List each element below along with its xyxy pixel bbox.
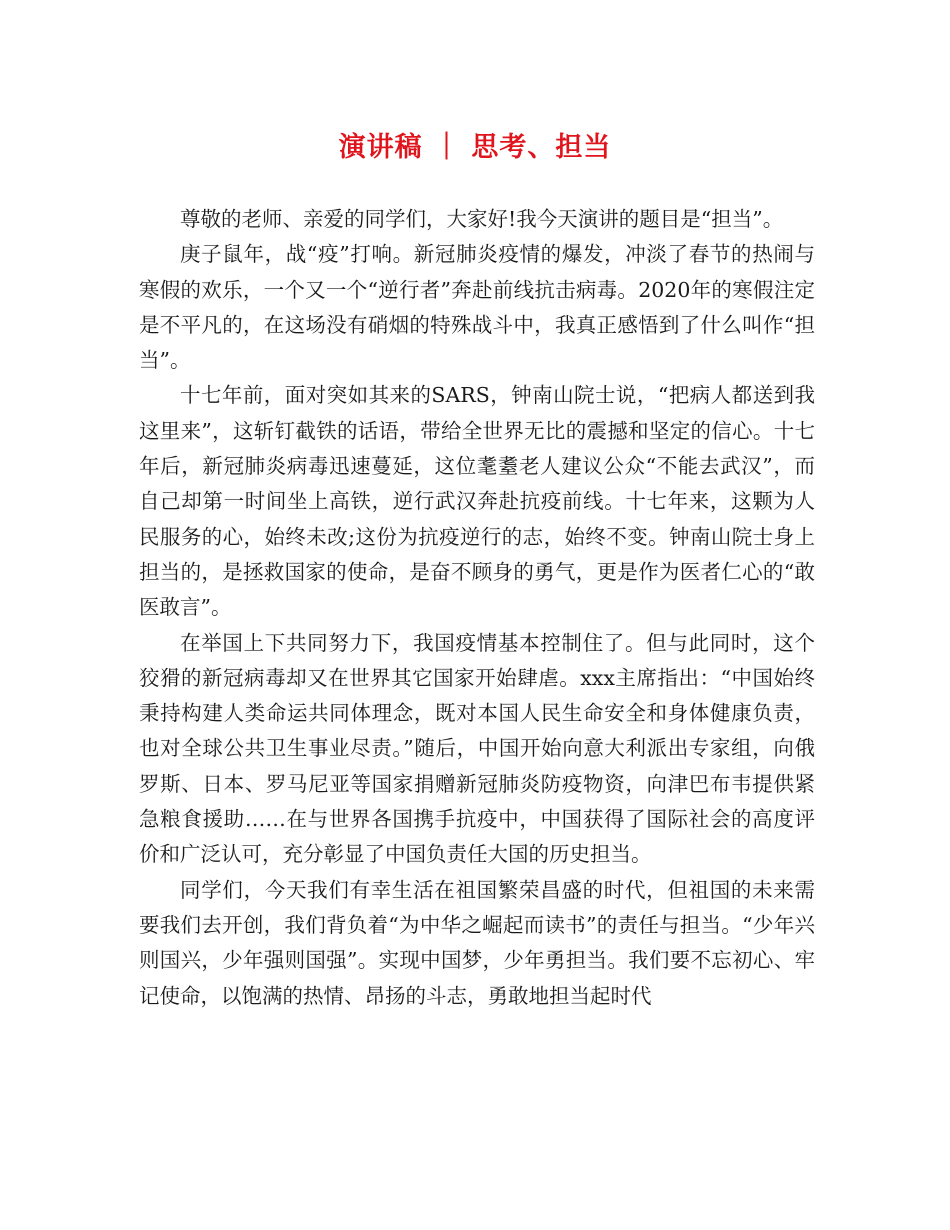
paragraph-zhong-nanshan: 十七年前，面对突如其来的SARS，钟南山院士说，“把病人都送到我这里来”，这斩钉截铁的话语，带给全世界无比的震撼和坚定的信心。十七年后，新冠肺炎病毒迅速蔓延，这位耄耋老人建议公众“不能去武汉”，而自己却第一时间坐上高铁，逆行武汉奔赴抗疫前线。十七年来，这颗为人民服务的心，始终未改;这份为抗疫逆行的志，始终不变。钟南山院士身上担当的，是拯救国家的使命，是奋不顾身的勇气，更是作为医者仁心的“敢医敢言”。 (139, 383, 815, 620)
paragraph-pandemic-outbreak: 庚子鼠年，战“疫”打响。新冠肺炎疫情的爆发，冲淡了春节的热闹与寒假的欢乐，一个又一个“逆行者”奔赴前线抗击病毒。2020年的寒假注定是不平凡的，在这场没有硝烟的特殊战斗中，我真正感悟到了什么叫作“担当”。 (139, 242, 815, 373)
paragraph-greeting: 尊敬的老师、亲爱的同学们，大家好!我今天演讲的题目是“担当”。 (180, 207, 784, 231)
page-title: 演讲稿 ｜ 思考、担当 (338, 132, 612, 163)
paragraph-global-aid: 在举国上下共同努力下，我国疫情基本控制住了。但与此同时，这个狡猾的新冠病毒却又在世界其它国家开始肆虐。xxx主席指出：“中国始终秉持构建人类命运共同体理念，既对本国人民生命安全和身体健康负责，也对全球公共卫生事业尽责。”随后，中国开始向意大利派出专家组，向俄罗斯、日本、罗马尼亚等国家捐赠新冠肺炎防疫物资，向津巴布韦提供紧急粮食援助……在与世界各国携手抗疫中，中国获得了国际社会的高度评价和广泛认可，充分彰显了中国负责任大国的历史担当。 (139, 630, 815, 867)
speech-body (139, 202, 815, 1014)
paragraph-call-to-students: 同学们，今天我们有幸生活在祖国繁荣昌盛的时代，但祖国的未来需要我们去开创，我们背负着“为中华之崛起而读书”的责任与担当。“少年兴则国兴，少年强则国强”。实现中国梦，少年勇担当。我们要不忘初心、牢记使命，以饱满的热情、昂扬的斗志，勇敢地担当起时代 (139, 877, 815, 1008)
